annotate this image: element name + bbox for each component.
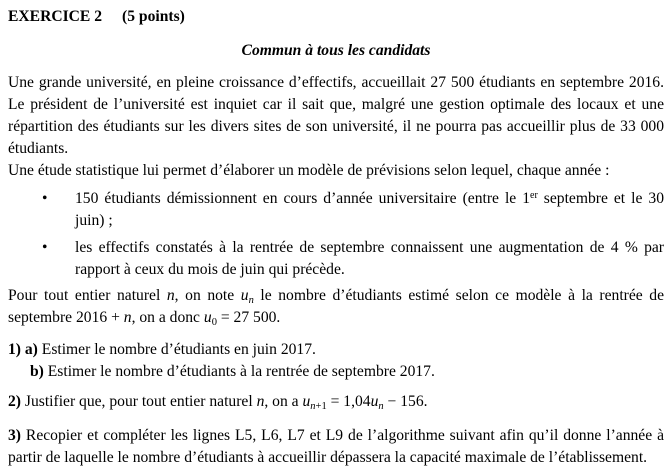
- bullet-icon: •: [42, 239, 48, 256]
- exercise-header: [8, 6, 664, 28]
- bullet-text-increase: les effectifs constatés à la rentrée de septembre connaissent une augmentation de 4 % par rapport à ceux du mois de juin qui précède.: [75, 239, 664, 278]
- question-3: 3) Recopier et compléter les lignes L5, L6, L7 et L9 de l’algorithme suivant afin qu’il donne l’année à partir de laquelle le nombre d’étudiants à accueillir dépassera la capacité maximale de l’établissement.: [8, 427, 664, 466]
- question-1a: 1) a) Estimer le nombre d’étudiants en juin 2017.: [8, 341, 316, 358]
- bullet-text-resignations: 150 étudiants démissionnent en cours d’année universitaire (entre le 1er septembre et le 30 juin) ;: [75, 190, 664, 229]
- exercise-points: (5 points): [122, 8, 185, 25]
- bullet-item-resignations: [8, 188, 664, 232]
- exercise-subtitle: Commun à tous les candidats: [241, 42, 431, 59]
- bullet-icon: •: [42, 190, 48, 207]
- model-intro-paragraph: Une étude statistique lui permet d’élaborer un modèle de prévisions selon lequel, chaque année :: [8, 162, 610, 179]
- question-2: 2) Justifier que, pour tout entier naturel n, on a $u_{n+1} = 1,04u_n - 156$.: [8, 393, 428, 412]
- exercise-title: EXERCICE 2: [8, 8, 103, 25]
- question-1b: b) Estimer le nombre d’étudiants à la rentrée de septembre 2017.: [30, 363, 435, 380]
- intro-paragraph: Une grande université, en pleine croissance d’effectifs, accueillait 27 500 étudiants en septembre 2016. Le président de l’université est inquiet car il sait que, malgré une gestion optimale des locaux et une répartition des étudiants sur les divers sites de son université, il ne pourra pas accueillir plus de 33 000 étudiants.: [8, 74, 664, 157]
- bullet-item-increase: [8, 237, 664, 281]
- sequence-definition: Pour tout entier naturel n, on note $u_n$ le nombre d’étudiants estimé selon ce modèle à la rentrée de septembre 2016 + n, on a donc $u_0 = 27$ 500.: [8, 287, 665, 328]
